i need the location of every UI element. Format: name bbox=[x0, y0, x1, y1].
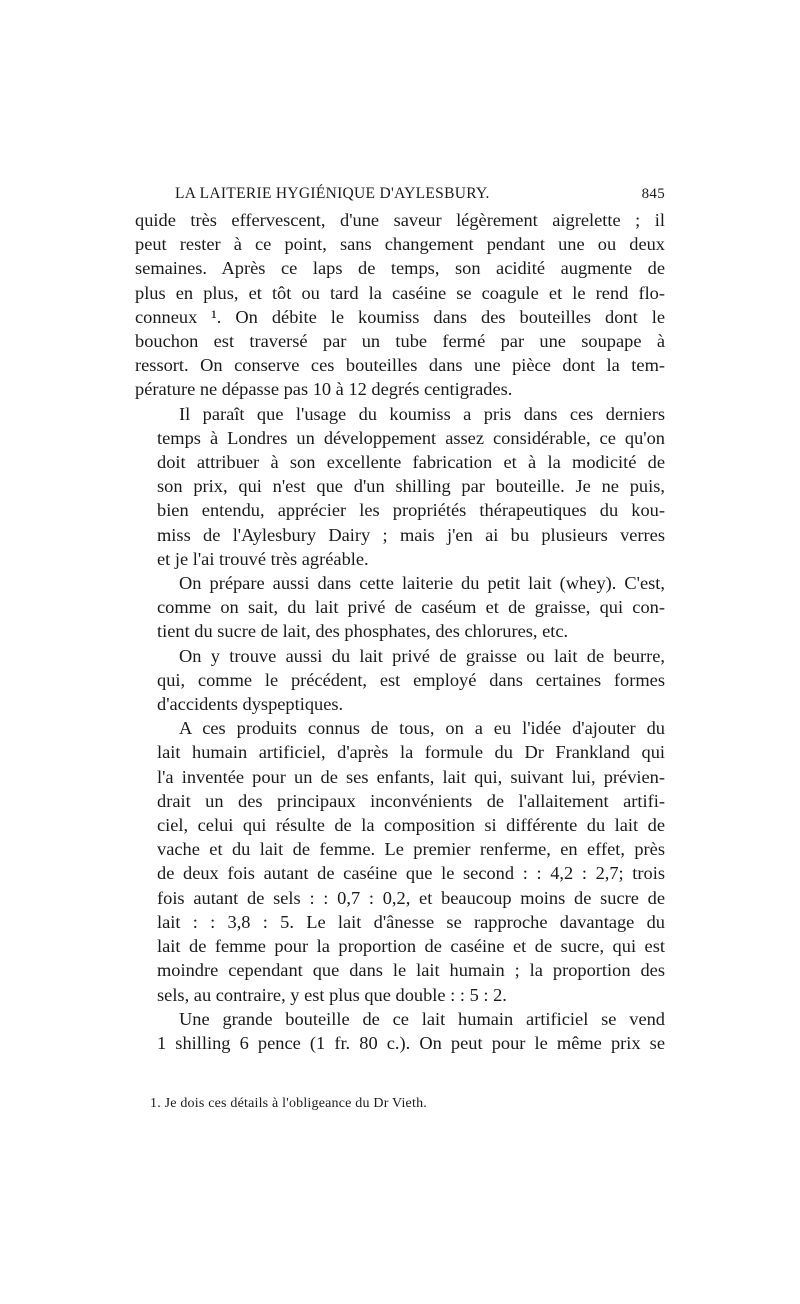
text-line: fois autant de sels : : 0,7 : 0,2, et beaucoup moins de sucre de bbox=[157, 887, 665, 908]
page-number: 845 bbox=[641, 186, 665, 202]
text-line: plus en plus, et tôt ou tard la caséine se coagule et le rend flo- bbox=[135, 282, 665, 303]
page bbox=[135, 180, 665, 1055]
text-line: moindre cependant que dans le lait humain ; la proportion des bbox=[157, 960, 665, 981]
text-line: peut rester à ce point, sans changement pendant une ou deux bbox=[135, 234, 665, 255]
text-line: d'accidents dyspeptiques. bbox=[157, 694, 344, 715]
text-line: vache et du lait de femme. Le premier renferme, en effet, près bbox=[157, 839, 665, 860]
text-line: 1 shilling 6 pence (1 fr. 80 c.). On peut pour le même prix se bbox=[157, 1032, 665, 1053]
paragraph bbox=[135, 716, 665, 1006]
text-line: l'a inventée pour un de ses enfants, lait qui, suivant lui, prévien- bbox=[157, 766, 665, 787]
paragraph bbox=[135, 571, 665, 644]
paragraph bbox=[135, 644, 665, 717]
paragraph bbox=[135, 1007, 665, 1055]
text-line: temps à Londres un développement assez considérable, ce qu'on bbox=[157, 427, 665, 448]
text-line: conneux ¹. On débite le koumiss dans des bouteilles dont le bbox=[135, 306, 665, 327]
text-line: On y trouve aussi du lait privé de graisse ou lait de beurre, bbox=[179, 645, 665, 666]
text-line: A ces produits connus de tous, on a eu l'idée d'ajouter du bbox=[179, 718, 665, 739]
text-line: On prépare aussi dans cette laiterie du petit lait (whey). C'est, bbox=[179, 573, 665, 594]
running-title: LA LAITERIE HYGIÉNIQUE D'AYLESBURY. bbox=[175, 185, 490, 202]
text-line: son prix, qui n'est que d'un shilling par bouteille. Je ne puis, bbox=[157, 476, 665, 497]
text-line: lait : : 3,8 : 5. Le lait d'ânesse se rapproche davantage du bbox=[157, 911, 665, 932]
paragraph bbox=[135, 402, 665, 571]
footnote: 1. Je dois ces détails à l'obligeance du Dr Vieth. bbox=[150, 1096, 427, 1111]
text-line: Une grande bouteille de ce lait humain artificiel se vend bbox=[179, 1008, 665, 1029]
text-line: comme on sait, du lait privé de caséum et de graisse, qui con- bbox=[157, 597, 665, 618]
text-line: pérature ne dépasse pas 10 à 12 degrés centigrades. bbox=[135, 379, 513, 400]
text-line: miss de l'Aylesbury Dairy ; mais j'en ai bu plusieurs verres bbox=[157, 524, 665, 545]
text-line: de deux fois autant de caséine que le second : : 4,2 : 2,7; trois bbox=[157, 863, 665, 884]
text-line: semaines. Après ce laps de temps, son acidité augmente de bbox=[135, 258, 665, 279]
text-line: bien entendu, apprécier les propriétés thérapeutiques du kou- bbox=[157, 500, 665, 521]
body-text bbox=[135, 208, 665, 1055]
text-line: lait de femme pour la proportion de caséine et de sucre, qui est bbox=[157, 936, 665, 957]
text-line: qui, comme le précédent, est employé dans certaines formes bbox=[157, 669, 665, 690]
text-line: ressort. On conserve ces bouteilles dans une pièce dont la tem- bbox=[135, 355, 665, 376]
text-line: bouchon est traversé par un tube fermé par une soupape à bbox=[135, 331, 665, 352]
running-header bbox=[135, 180, 665, 208]
text-line: doit attribuer à son excellente fabrication et à la modicité de bbox=[157, 452, 665, 473]
text-line: lait humain artificiel, d'après la formule du Dr Frankland qui bbox=[157, 742, 665, 763]
paragraph bbox=[135, 208, 665, 402]
text-line: sels, au contraire, y est plus que double : : 5 : 2. bbox=[157, 984, 507, 1005]
text-line: ciel, celui qui résulte de la composition si différente du lait de bbox=[157, 815, 665, 836]
text-line: quide très effervescent, d'une saveur légèrement aigrelette ; il bbox=[135, 210, 665, 230]
text-line: et je l'ai trouvé très agréable. bbox=[157, 548, 369, 569]
text-line: tient du sucre de lait, des phosphates, des chlorures, etc. bbox=[157, 621, 569, 642]
text-line: drait un des principaux inconvénients de l'allaitement artifi- bbox=[157, 790, 665, 811]
text-line: Il paraît que l'usage du koumiss a pris dans ces derniers bbox=[179, 403, 665, 424]
